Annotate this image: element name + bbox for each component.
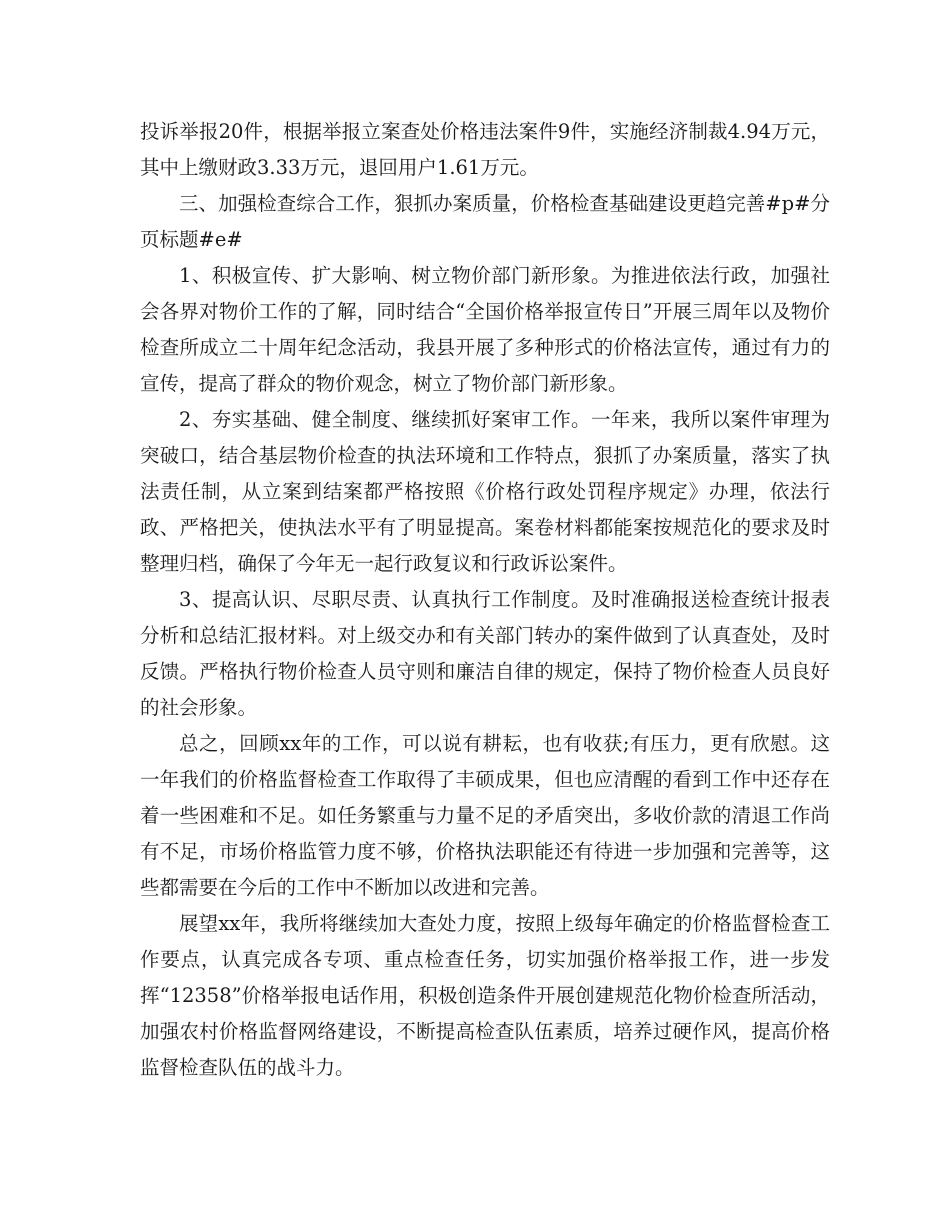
paragraph-item-two: 2、夯实基础、健全制度、继续抓好案审工作。一年来，我所以案件审理为突破口，结合基层物价检查的执法环境和工作特点，狠抓了办案质量，落实了执法责任制，从立案到结案都严格按照《价格行政处罚程序规定》办理，依法行政、严格把关，使执法水平有了明显提高。案卷材料都能案按规范化的要求及时整理归档，确保了今年无一起行政复议和行政诉讼案件。 [140, 408, 830, 575]
paragraph-item-one: 1、积极宣传、扩大影响、树立物价部门新形象。为推进依法行政，加强社会各界对物价工作的了解，同时结合“全国价格举报宣传日”开展三周年以及物价检查所成立二十周年纪念活动，我县开展了多种形式的价格法宣传，通过有力的宣传，提高了群众的物价观念，树立了物价部门新形象。 [140, 264, 830, 395]
paragraph-summary: 总之，回顾xx年的工作，可以说有耕耘，也有收获;有压力，更有欣慰。这一年我们的价格监督检查工作取得了丰硕成果，但也应清醒的看到工作中还存在着一些困难和不足。如任务繁重与力量不足的矛盾突出，多收价款的清退工作尚有不足，市场价格监管力度不够，价格执法职能还有待进一步加强和完善等，这些都需要在今后的工作中不断加以改进和完善。 [140, 732, 830, 899]
paragraph-section-three-heading: 三、加强检查综合工作，狠抓办案质量，价格检查基础建设更趋完善#p#分页标题#e# [140, 192, 830, 251]
paragraph-complaint-stats: 投诉举报20件，根据举报立案查处价格违法案件9件，实施经济制裁4.94万元，其中上缴财政3.33万元，退回用户1.61万元。 [140, 120, 830, 179]
paragraph-item-three: 3、提高认识、尽职尽责、认真执行工作制度。及时准确报送检查统计报表分析和总结汇报材料。对上级交办和有关部门转办的案件做到了认真查处，及时反馈。严格执行物价检查人员守则和廉洁自律的规定，保持了物价检查人员良好的社会形象。 [140, 588, 830, 719]
paragraph-outlook: 展望xx年，我所将继续加大查处力度，按照上级每年确定的价格监督检查工作要点，认真完成各专项、重点检查任务，切实加强价格举报工作，进一步发挥“12358”价格举报电话作用，积极创造条件开展创建规范化物价检查所活动，加强农村价格监督网络建设，不断提高检查队伍素质，培养过硬作风，提高价格监督检查队伍的战斗力。 [140, 912, 830, 1079]
document-body [140, 114, 830, 1086]
